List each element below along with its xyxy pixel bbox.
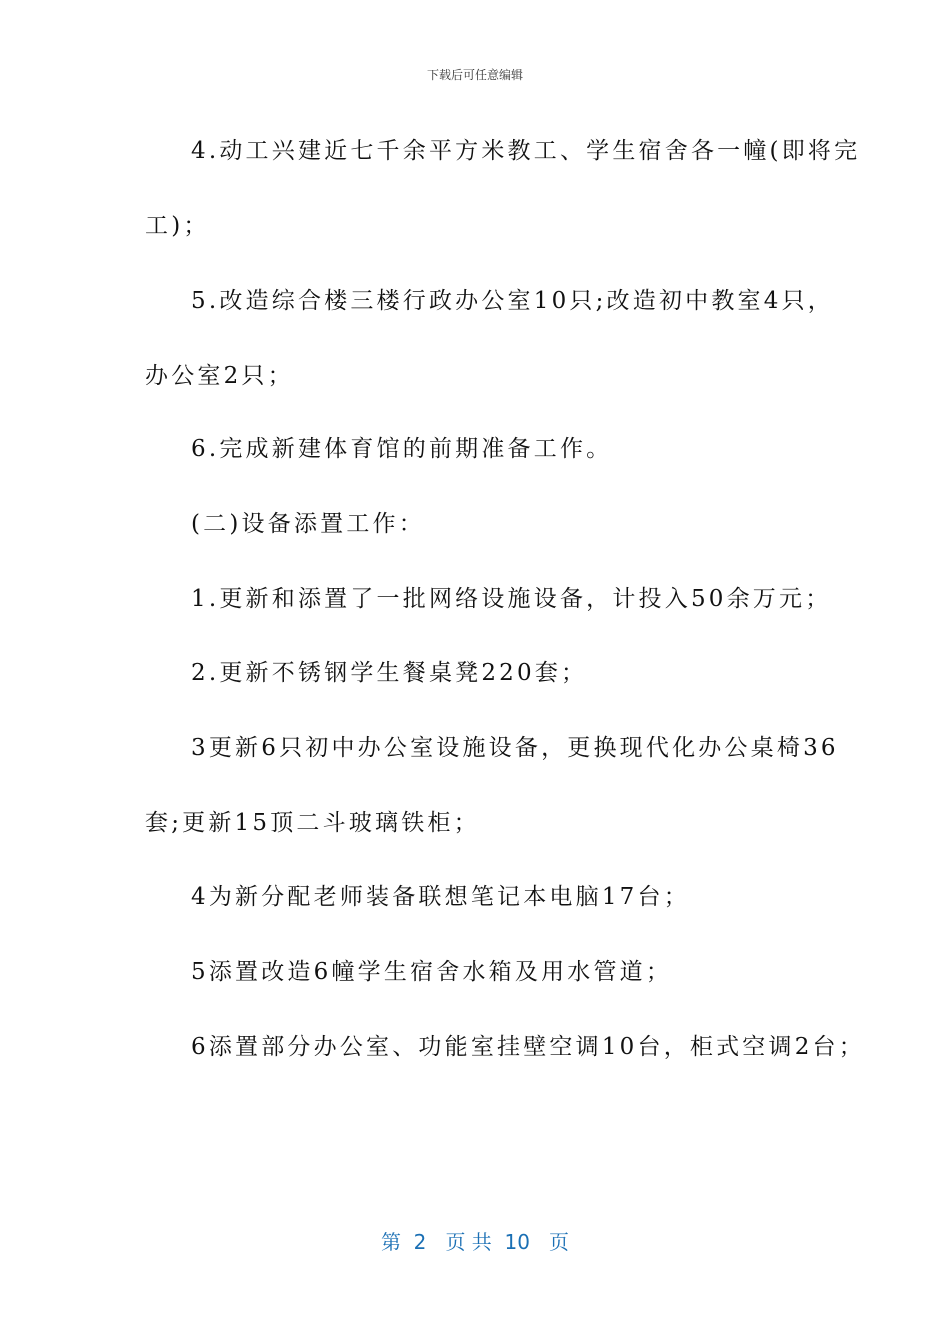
paragraph-line: 1.更新和添置了一批网络设施设备，计投入50余万元；: [191, 586, 832, 612]
paragraph-line: 办公室2只；: [145, 363, 294, 389]
page-header: 下载后可任意编辑: [426, 68, 523, 82]
paragraph-line: 6.完成新建体育馆的前期准备工作。: [191, 436, 613, 462]
paragraph-line: 6添置部分办公室、功能室挂壁空调10台，柜式空调2台；: [191, 1034, 865, 1060]
paragraph-line: (二)设备添置工作：: [191, 511, 425, 537]
paragraph-line: 套;更新15顶二斗玻璃铁柜；: [145, 810, 480, 836]
paragraph-line: 4.动工兴建近七千余平方米教工、学生宿舍各一幢(即将完: [191, 138, 861, 164]
paragraph-line: 4为新分配老师装备联想笔记本电脑17台；: [191, 884, 690, 910]
paragraph-line: 5添置改造6幢学生宿舍水箱及用水管道；: [191, 959, 673, 985]
page-footer: 第 2 页 共 10 页: [380, 1230, 570, 1254]
paragraph-line: 工)；: [145, 213, 210, 239]
paragraph-line: 3更新6只初中办公室设施设备，更换现代化办公桌椅36: [191, 735, 839, 761]
paragraph-line: 5.改造综合楼三楼行政办公室10只;改造初中教室4只，: [191, 288, 834, 314]
paragraph-line: 2.更新不锈钢学生餐桌凳220套；: [191, 660, 588, 686]
